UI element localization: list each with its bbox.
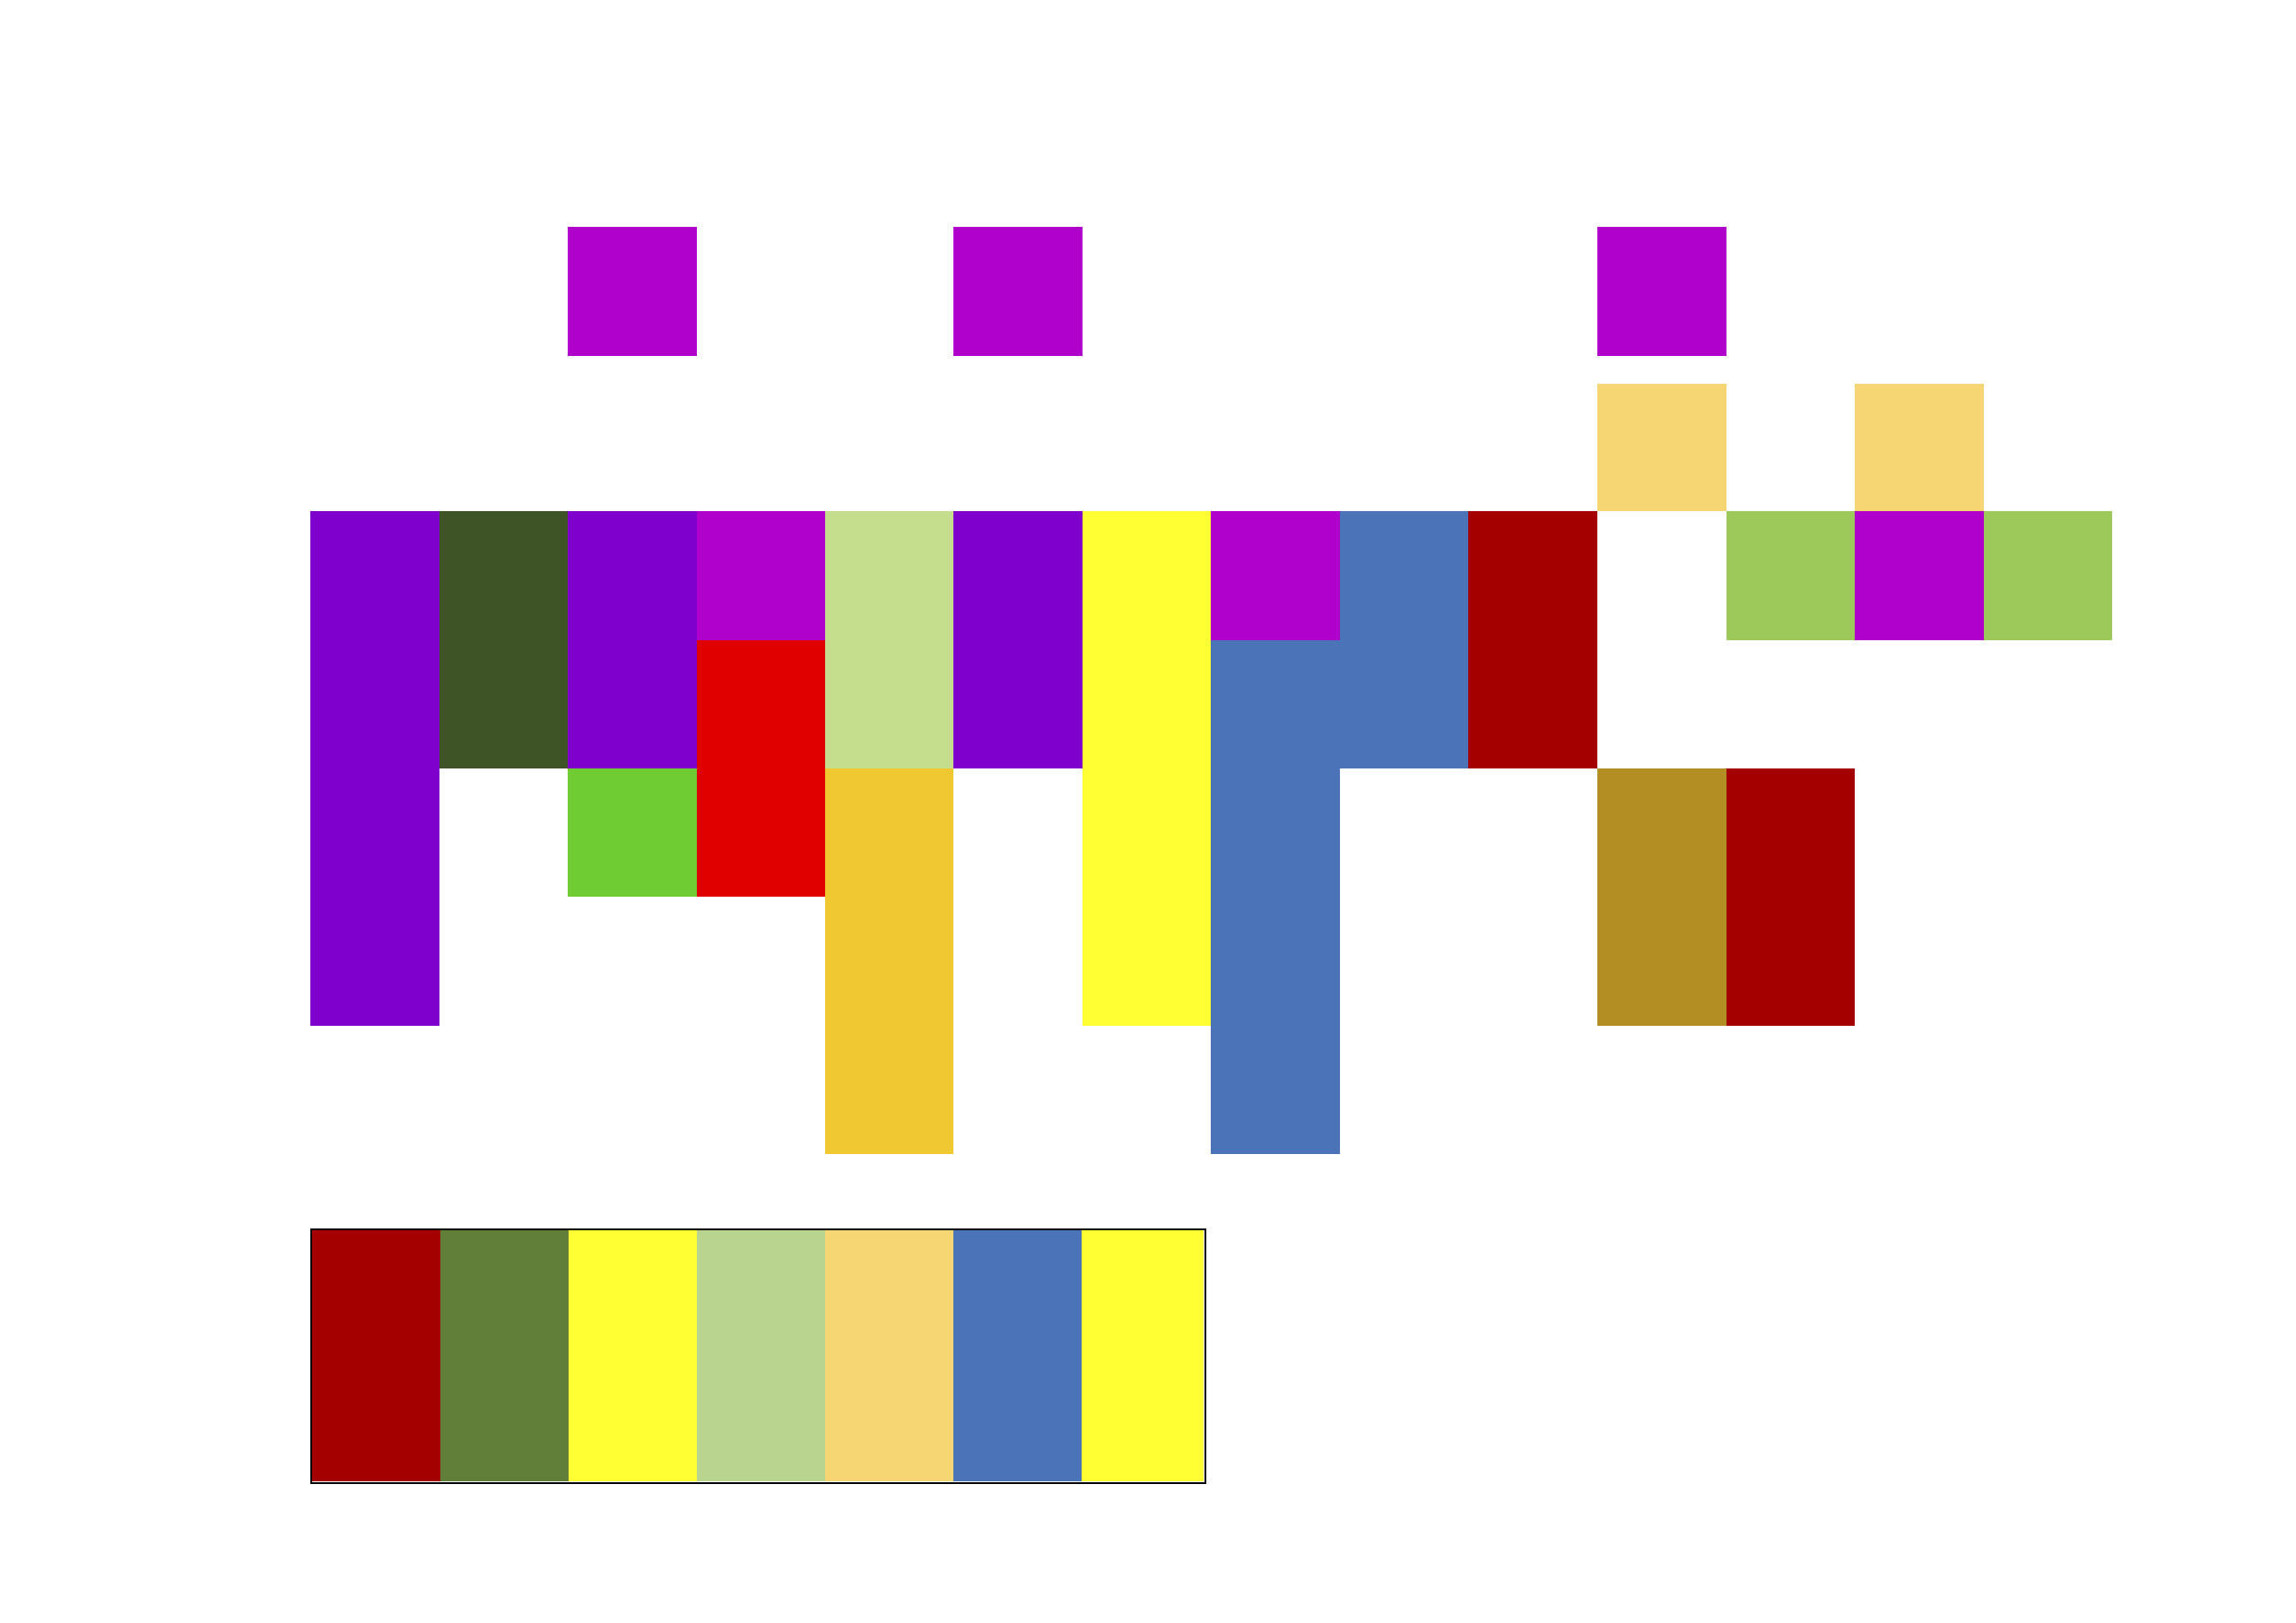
ag-block-fechten-ii <box>1083 768 1211 1026</box>
extra-ag-technik <box>953 1230 1082 1481</box>
extra-ag-hockey <box>569 1230 697 1481</box>
row-label-9-stunde <box>217 768 310 897</box>
ag-block-theater <box>697 640 825 897</box>
ag-block-grosses-orchester <box>568 511 697 768</box>
ag-block-chor-ii-donnerstag <box>1597 227 1726 356</box>
ag-block-programmier-i <box>1211 640 1340 897</box>
ag-block-robotik <box>1340 511 1468 768</box>
extra-ag-tennis <box>1082 1230 1204 1481</box>
row-label-7-stunde <box>217 511 310 640</box>
ag-block-chor-iii-dienstag <box>697 511 825 640</box>
ag-block-kinderrechte <box>1855 384 1984 511</box>
ag-block-chor-i-mittwoch <box>953 227 1083 356</box>
extra-ag-mentoren <box>825 1230 953 1481</box>
row-label-mittagspause <box>217 384 310 511</box>
ag-block-kammermusik <box>310 768 439 1026</box>
ag-block-digitale-helden <box>1597 768 1726 1026</box>
ag-block-kunst <box>439 511 568 768</box>
extra-ag-debattierclub <box>312 1230 440 1481</box>
ag-block-buchclub <box>1726 768 1855 1026</box>
row-label-11-stunde <box>217 1026 310 1154</box>
row-label-1-stunde <box>217 227 310 356</box>
ag-block-fechten-i <box>1083 511 1211 768</box>
ag-block-kleines-orchester <box>310 511 439 768</box>
ag-block-chor-iii-mittwoch <box>1211 511 1340 640</box>
row-label-8-stunde <box>217 640 310 768</box>
ag-block-mittleres-orchester <box>953 511 1083 768</box>
extra-ag-table <box>310 1228 1206 1484</box>
ag-block-schuelerzeitung <box>1468 511 1597 768</box>
ag-block-chor-ii-dienstag <box>568 227 697 356</box>
extra-ag-fahrrad <box>440 1230 569 1481</box>
ag-block-filmclub <box>825 768 953 1154</box>
ag-block-programmier-ii <box>1211 897 1340 1154</box>
ag-block-mensch <box>1597 384 1726 511</box>
ag-block-klima <box>568 768 697 897</box>
ag-block-molch <box>825 511 953 768</box>
extra-ag-luh <box>697 1230 825 1481</box>
ag-block-garten-donnerstag <box>1726 511 1855 640</box>
row-label-10-stunde <box>217 897 310 1026</box>
ag-block-garten-freitag <box>1984 511 2112 640</box>
ag-block-chor-i-freitag <box>1855 511 1984 640</box>
